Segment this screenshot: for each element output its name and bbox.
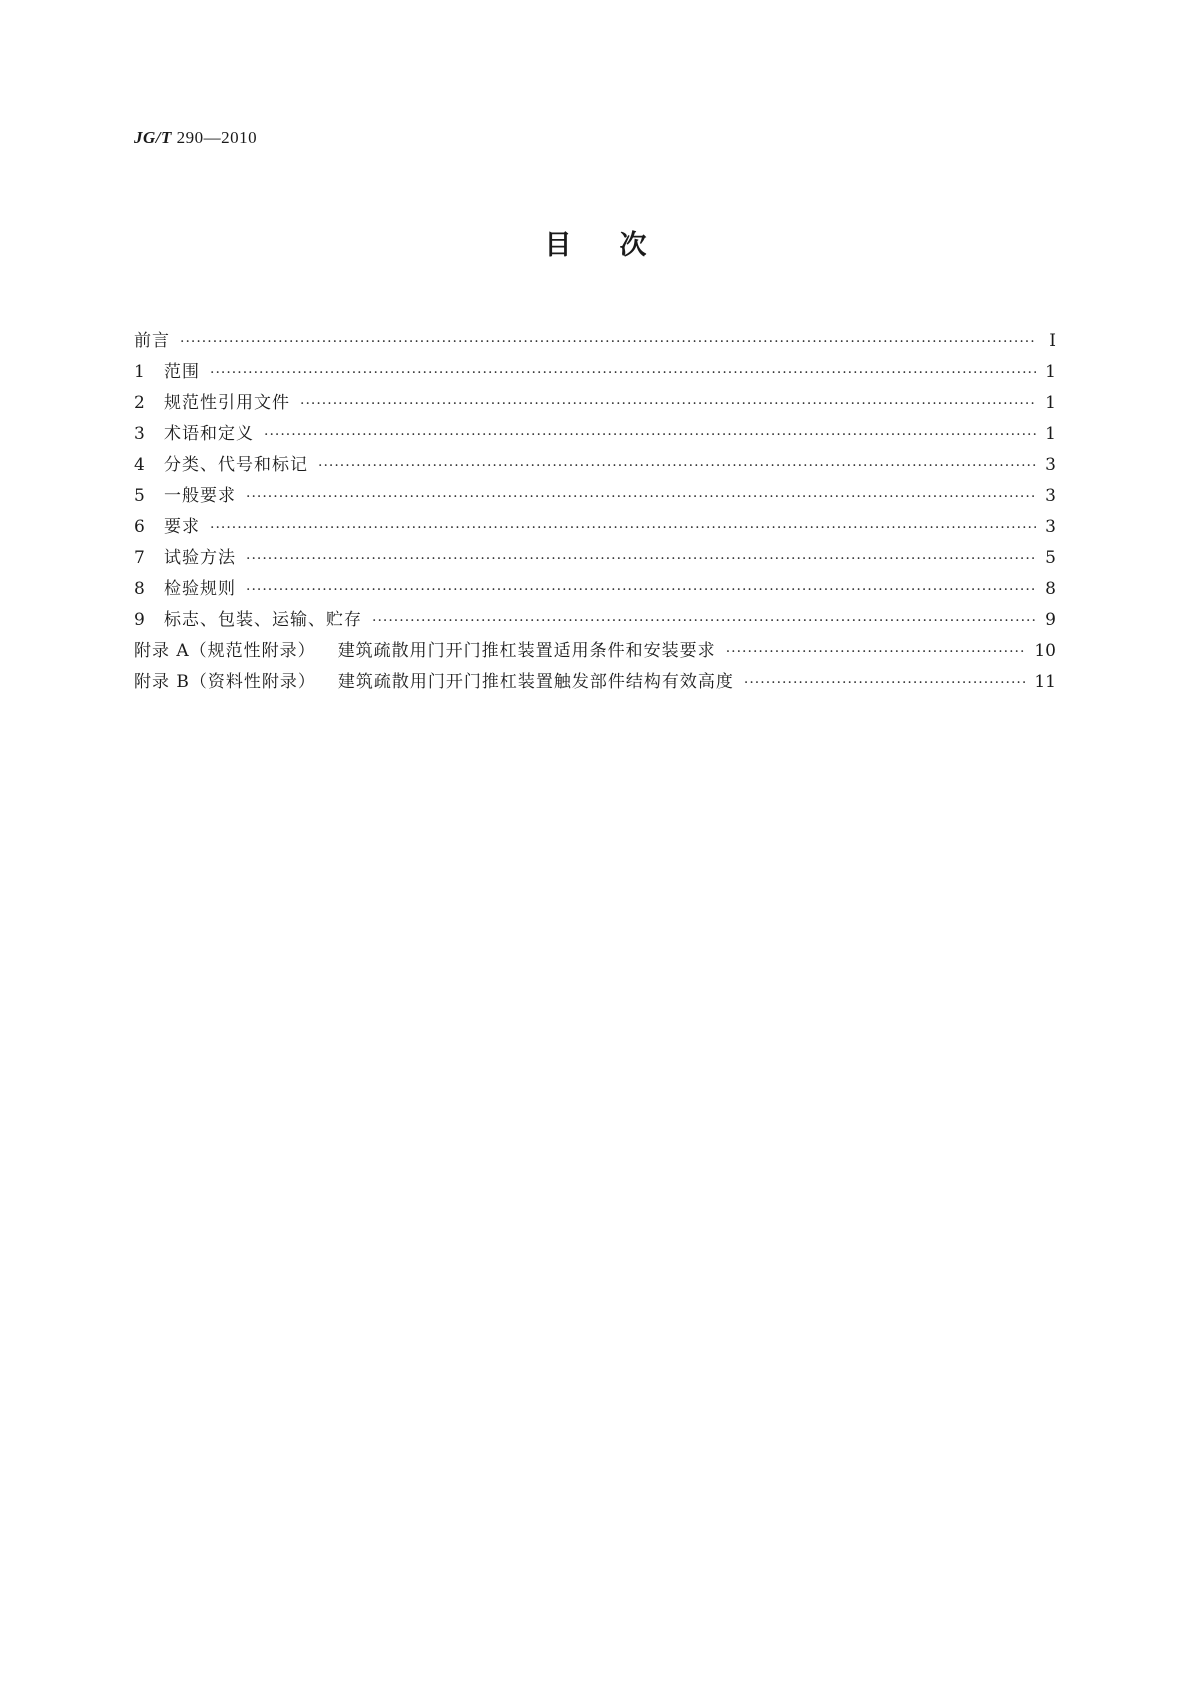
toc-entry-5[interactable] xyxy=(134,481,1056,512)
toc-leader-dots xyxy=(744,668,1026,699)
toc-title-part1: 目 xyxy=(544,230,572,261)
toc-appendix-a[interactable] xyxy=(134,636,1056,667)
toc-appendix-page: 10 xyxy=(1034,641,1056,661)
toc-leader-dots xyxy=(726,637,1027,668)
toc-appendix-b[interactable] xyxy=(134,667,1056,698)
toc-entry-label: 前言 xyxy=(134,331,170,351)
toc-entry-label: 范围 xyxy=(164,362,200,382)
toc-entry-label: 试验方法 xyxy=(164,548,236,568)
toc-title xyxy=(0,228,1191,264)
toc-leader-dots xyxy=(372,606,1036,637)
toc-entry-label: 检验规则 xyxy=(164,579,236,599)
toc-entry-number: 3 xyxy=(134,424,145,444)
toc-entry-label: 要求 xyxy=(164,517,200,537)
toc-entry-label: 术语和定义 xyxy=(164,424,254,444)
toc-entry-number: 9 xyxy=(134,610,145,630)
toc-entry-foreword[interactable] xyxy=(134,326,1056,357)
toc-entry-number: 6 xyxy=(134,517,145,537)
toc-entry-page: 3 xyxy=(1045,455,1056,475)
toc-appendix-prefix: 附录 B（资料性附录） xyxy=(134,672,316,692)
toc-leader-dots xyxy=(210,358,1036,389)
toc-entry-number: 7 xyxy=(134,548,145,568)
toc-entry-3[interactable] xyxy=(134,419,1056,450)
toc-entry-page: 5 xyxy=(1045,548,1056,568)
toc-appendix-prefix: 附录 A（规范性附录） xyxy=(134,641,316,661)
toc-entry-page: 8 xyxy=(1045,579,1056,599)
toc-entry-page: 3 xyxy=(1045,517,1056,537)
toc-entry-1[interactable] xyxy=(134,357,1056,388)
toc-appendix-page: 11 xyxy=(1034,672,1056,692)
toc-appendix-label: 建筑疏散用门开门推杠装置适用条件和安装要求 xyxy=(337,641,716,661)
toc-entry-page: 1 xyxy=(1045,424,1056,444)
toc-entry-number: 2 xyxy=(134,393,145,413)
toc-entry-page: 1 xyxy=(1045,362,1056,382)
toc-entry-page: Ⅰ xyxy=(1049,331,1056,351)
toc-leader-dots xyxy=(180,327,1036,358)
toc-entry-page: 3 xyxy=(1045,486,1056,506)
toc-entry-4[interactable] xyxy=(134,450,1056,481)
toc-entry-2[interactable] xyxy=(134,388,1056,419)
toc-entry-8[interactable] xyxy=(134,574,1056,605)
standard-prefix: JG/T xyxy=(134,128,172,147)
toc-entry-number: 8 xyxy=(134,579,145,599)
toc-leader-dots xyxy=(210,513,1036,544)
toc-leader-dots xyxy=(264,420,1036,451)
toc-leader-dots xyxy=(246,575,1036,606)
toc-entry-number: 5 xyxy=(134,486,145,506)
toc-entry-label: 一般要求 xyxy=(164,486,236,506)
toc-entry-number: 1 xyxy=(134,362,145,382)
toc-appendix-label: 建筑疏散用门开门推杠装置触发部件结构有效高度 xyxy=(337,672,734,692)
toc-entry-label: 规范性引用文件 xyxy=(164,393,290,413)
toc-leader-dots xyxy=(300,389,1036,420)
toc-entry-6[interactable] xyxy=(134,512,1056,543)
toc-entry-label: 标志、包装、运输、贮存 xyxy=(164,610,362,630)
toc-entry-9[interactable] xyxy=(134,605,1056,636)
standard-code xyxy=(134,128,257,148)
standard-number: 290—2010 xyxy=(176,128,258,147)
toc-entry-number: 4 xyxy=(134,455,145,475)
toc-entry-7[interactable] xyxy=(134,543,1056,574)
toc-entry-page: 9 xyxy=(1045,610,1056,630)
toc-title-part2: 次 xyxy=(619,230,647,261)
toc-entry-label: 分类、代号和标记 xyxy=(164,455,308,475)
toc-entry-page: 1 xyxy=(1045,393,1056,413)
toc-leader-dots xyxy=(246,482,1036,513)
toc-leader-dots xyxy=(246,544,1036,575)
toc-list xyxy=(134,326,1056,698)
toc-leader-dots xyxy=(318,451,1036,482)
